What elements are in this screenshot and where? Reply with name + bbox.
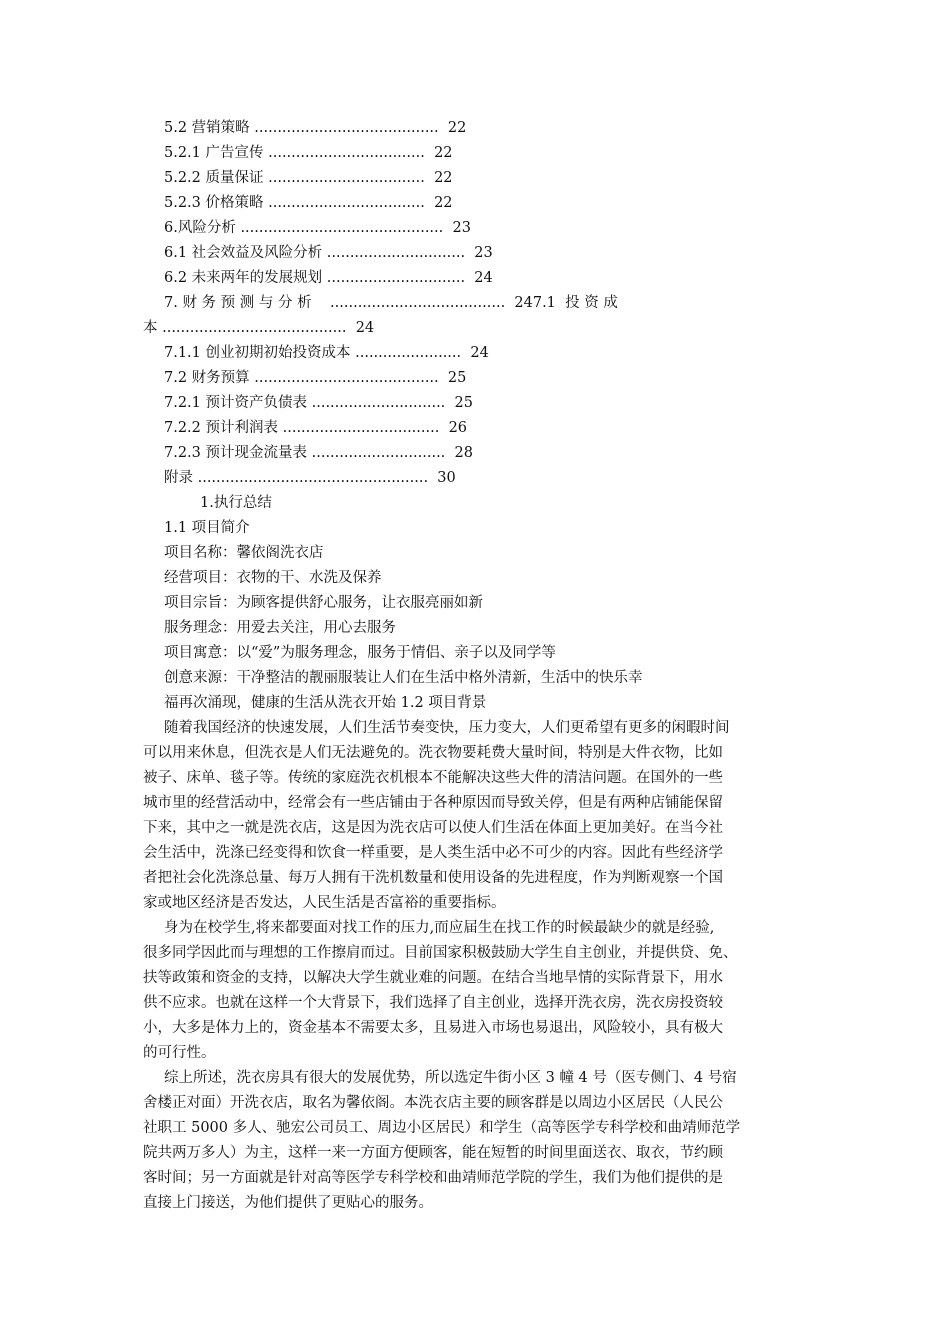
paragraph-line: 社职工 5000 多人、驰宏公司员工、周边小区居民）和学生（高等医学专科学校和曲靖师范学 [143,1120,741,1136]
toc-entry-wrapped[interactable]: 7. 财 务 预 测 与 分 析 ...................................... 247.1 投 资 成 [164,295,618,311]
toc-entry[interactable]: 附录 .................................................. 30 [164,470,456,486]
paragraph-line: 城市里的经营活动中，经常会有一些店铺由于各种原因而导致关停，但是有两种店铺能保留 [143,795,723,811]
idea-source-continued: 福再次涌现，健康的生活从洗衣开始 1.2 项目背景 [164,695,487,711]
paragraph-line: 客时间；另一方面就是针对高等医学专科学校和曲靖师范学院的学生，我们为他们提供的是 [143,1170,723,1186]
project-name: 项目名称：馨依阁洗衣店 [164,545,324,561]
paragraph-line: 综上所述，洗衣房具有很大的发展优势，所以选定牛街小区 3 幢 4 号（医专侧门、4 号宿 [164,1070,737,1086]
toc-entry[interactable]: 7.2.3 预计现金流量表 ............................. 28 [164,445,473,461]
toc-entry[interactable]: 7.2.2 预计利润表 .................................. 26 [164,420,468,436]
paragraph-line: 可以用来休息，但洗衣是人们无法避免的。洗衣物要耗费大量时间，特别是大件衣物，比如 [143,745,723,761]
section-heading: 1.1 项目简介 [164,520,250,536]
toc-entry[interactable]: 5.2.2 质量保证 .................................. 22 [164,170,453,186]
paragraph-line: 舍楼正对面）开洗衣店，取名为馨依阁。本洗衣店主要的顾客群是以周边小区居民（人民公 [143,1095,723,1111]
paragraph-line: 供不应求。也就在这样一个大背景下，我们选择了自主创业，选择开洗衣房，洗衣房投资较 [143,995,723,1011]
toc-entry-wrapped-continuation[interactable]: 本 ........................................ 24 [143,320,375,336]
business-scope: 经营项目：衣物的干、水洗及保养 [164,570,382,586]
paragraph-line: 会生活中，洗涤已经变得和饮食一样重要，是人类生活中必不可少的内容。因此有些经济学 [143,845,723,861]
toc-entry[interactable]: 7.1.1 创业初期初始投资成本 ....................... 24 [164,345,489,361]
toc-entry[interactable]: 6.1 社会效益及风险分析 .............................. 23 [164,245,493,261]
toc-entry[interactable]: 7.2 财务预算 ........................................ 25 [164,370,467,386]
toc-entry[interactable]: 5.2.1 广告宣传 .................................. 22 [164,145,453,161]
paragraph-line: 小，大多是体力上的，资金基本不需要太多，且易进入市场也易退出，风险较小，具有极大 [143,1020,723,1036]
toc-entry[interactable]: 5.2.3 价格策略 .................................. 22 [164,195,453,211]
chapter-heading: 1.执行总结 [200,495,272,511]
paragraph-line: 者把社会化洗涤总量、每万人拥有干洗机数量和使用设备的先进程度，作为判断观察一个国 [143,870,723,886]
paragraph-line: 院共两万多人）为主，这样一来一方面方便顾客，能在短暂的时间里面送衣、取衣，节约顾 [143,1145,723,1161]
paragraph-line: 很多同学因此而与理想的工作擦肩而过。目前国家积极鼓励大学生自主创业，并提供贷、免、 [143,945,738,961]
paragraph-line: 被子、床单、毯子等。传统的家庭洗衣机根本不能解决这些大件的清洁问题。在国外的一些 [143,770,723,786]
paragraph-line: 随着我国经济的快速发展，人们生活节奏变快，压力变大，人们更希望有更多的闲暇时间 [164,720,730,736]
paragraph-line: 的可行性。 [143,1045,216,1061]
toc-entry[interactable]: 6.2 未来两年的发展规划 .............................. 24 [164,270,493,286]
project-mission: 项目宗旨：为顾客提供舒心服务，让衣服亮丽如新 [164,595,483,611]
paragraph-line: 扶等政策和资金的支持，以解决大学生就业难的问题。在结合当地旱情的实际背景下，用水 [143,970,723,986]
paragraph-line: 身为在校学生,将来都要面对找工作的压力,而应届生在找工作的时候最缺少的就是经验, [164,920,715,936]
paragraph-line: 家或地区经济是否发达，人民生活是否富裕的重要指标。 [143,895,506,911]
idea-source: 创意来源：干净整洁的靓丽服装让人们在生活中格外清新，生活中的快乐幸 [164,670,643,686]
service-philosophy: 服务理念：用爱去关注，用心去服务 [164,620,396,636]
paragraph-line: 下来，其中之一就是洗衣店，这是因为洗衣店可以使人们生活在体面上更加美好。在当今社 [143,820,723,836]
project-meaning: 项目寓意：以“爱”为服务理念，服务于情侣、亲子以及同学等 [164,645,556,661]
toc-entry[interactable]: 5.2 营销策略 ........................................ 22 [164,120,467,136]
paragraph-line: 直接上门接送，为他们提供了更贴心的服务。 [143,1195,433,1211]
toc-entry[interactable]: 7.2.1 预计资产负债表 ............................. 25 [164,395,473,411]
toc-entry[interactable]: 6.风险分析 ............................................ 23 [164,220,471,236]
